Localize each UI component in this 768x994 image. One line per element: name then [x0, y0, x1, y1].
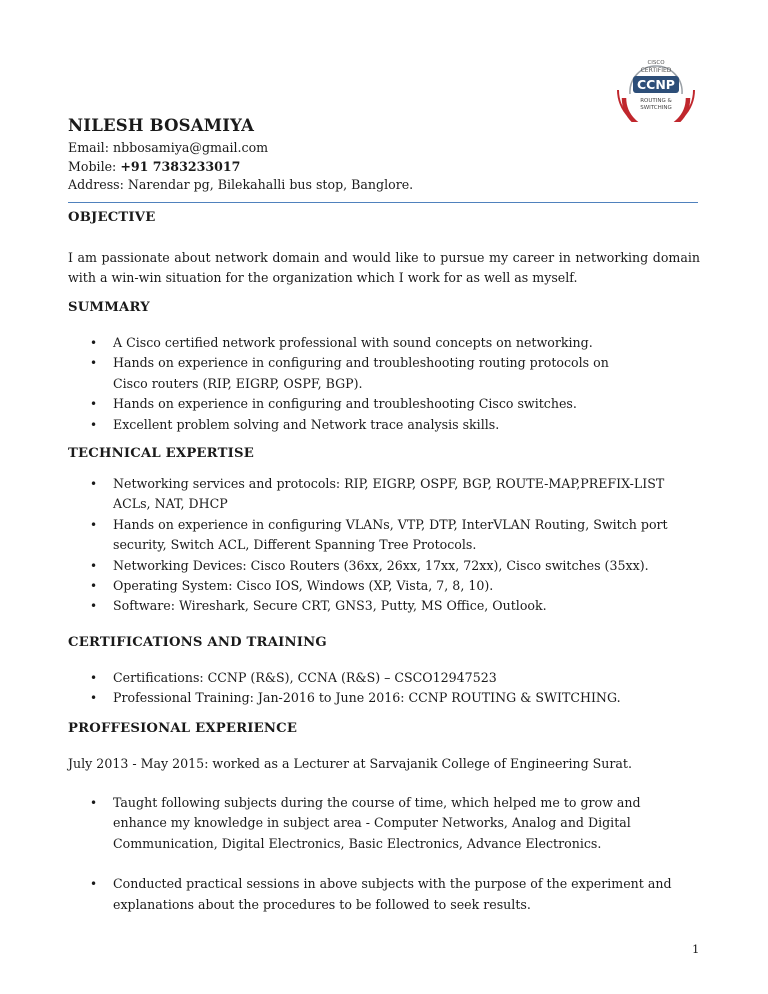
- logo-line3: CCNP: [637, 77, 675, 92]
- logo-line4: ROUTING &: [640, 98, 672, 104]
- mobile-value: +91 7383233017: [120, 159, 241, 174]
- technical-list: [68, 474, 700, 617]
- technical-heading: TECHNICAL EXPERTISE: [68, 446, 254, 461]
- mobile-label: Mobile:: [68, 159, 117, 174]
- header-divider: [68, 202, 698, 203]
- page-number: 1: [692, 942, 700, 956]
- objective-heading: OBJECTIVE: [68, 210, 156, 225]
- experience-intro: July 2013 - May 2015: worked as a Lecturer at Sarvajanik College of Engineering Surat.: [68, 756, 632, 771]
- address-value: Narendar pg, Bilekahalli bus stop, Banglore.: [127, 177, 414, 192]
- summary-item: • Hands on experience in configuring and troubleshooting Cisco switches.: [68, 394, 700, 414]
- technical-item: • Networking services and protocols: RIP, EIGRP, OSPF, BGP, ROUTE-MAP,PREFIX-LIST ACLs, NAT, DHCP: [68, 474, 700, 515]
- certifications-heading: CERTIFICATIONS AND TRAINING: [68, 635, 327, 650]
- technical-item: • Networking Devices: Cisco Routers (36xx, 26xx, 17xx, 72xx), Cisco switches (35xx).: [68, 556, 700, 576]
- technical-item: • Software: Wireshark, Secure CRT, GNS3, Putty, MS Office, Outlook.: [68, 596, 700, 616]
- technical-item: • Hands on experience in configuring VLANs, VTP, DTP, InterVLAN Routing, Switch port security, Switch ACL, Different Spanning Tree Protocols.: [68, 515, 700, 556]
- summary-item: • Excellent problem solving and Network trace analysis skills.: [68, 415, 700, 435]
- address-line: [68, 175, 413, 194]
- candidate-name: NILESH BOSAMIYA: [68, 116, 255, 135]
- technical-item: • Operating System: Cisco IOS, Windows (XP, Vista, 7, 8, 10).: [68, 576, 700, 596]
- certifications-list: [68, 668, 700, 709]
- email-line: [68, 138, 268, 157]
- mobile-line: [68, 157, 240, 176]
- email-label: Email:: [68, 140, 109, 155]
- experience-item: • Conducted practical sessions in above subjects with the purpose of the experiment and explanations about the procedures to be followed to seek results.: [68, 874, 700, 915]
- experience-heading: PROFFESIONAL EXPERIENCE: [68, 721, 298, 736]
- experience-item: • Taught following subjects during the course of time, which helped me to grow and enhance my knowledge in subject area - Computer Networks, Analog and Digital Communication, Digital Electronics, Basic Electronics, Advance Electronics.: [68, 793, 700, 854]
- ccnp-certification-logo: [610, 54, 702, 122]
- summary-item: • A Cisco certified network professional with sound concepts on networking.: [68, 333, 700, 353]
- logo-line2: CERTIFIED: [640, 67, 672, 74]
- logo-line1: CISCO: [647, 60, 665, 66]
- certification-item: • Professional Training: Jan-2016 to June 2016: CCNP ROUTING & SWITCHING.: [68, 688, 700, 708]
- summary-item: • Hands on experience in configuring and troubleshooting routing protocols on Cisco routers (RIP, EIGRP, OSPF, BGP).: [68, 353, 700, 394]
- summary-list: [68, 333, 700, 435]
- certification-item: • Certifications: CCNP (R&S), CCNA (R&S) – CSCO12947523: [68, 668, 700, 688]
- summary-heading: SUMMARY: [68, 300, 150, 315]
- logo-line5: SWITCHING: [640, 105, 672, 111]
- objective-text: I am passionate about network domain and would like to pursue my career in networking domain with a win-win situation for the organization which I work for as well as myself.: [68, 250, 700, 285]
- email-value[interactable]: nbbosamiya@gmail.com: [112, 140, 269, 155]
- address-label: Address:: [68, 177, 124, 192]
- experience-list: [68, 793, 700, 915]
